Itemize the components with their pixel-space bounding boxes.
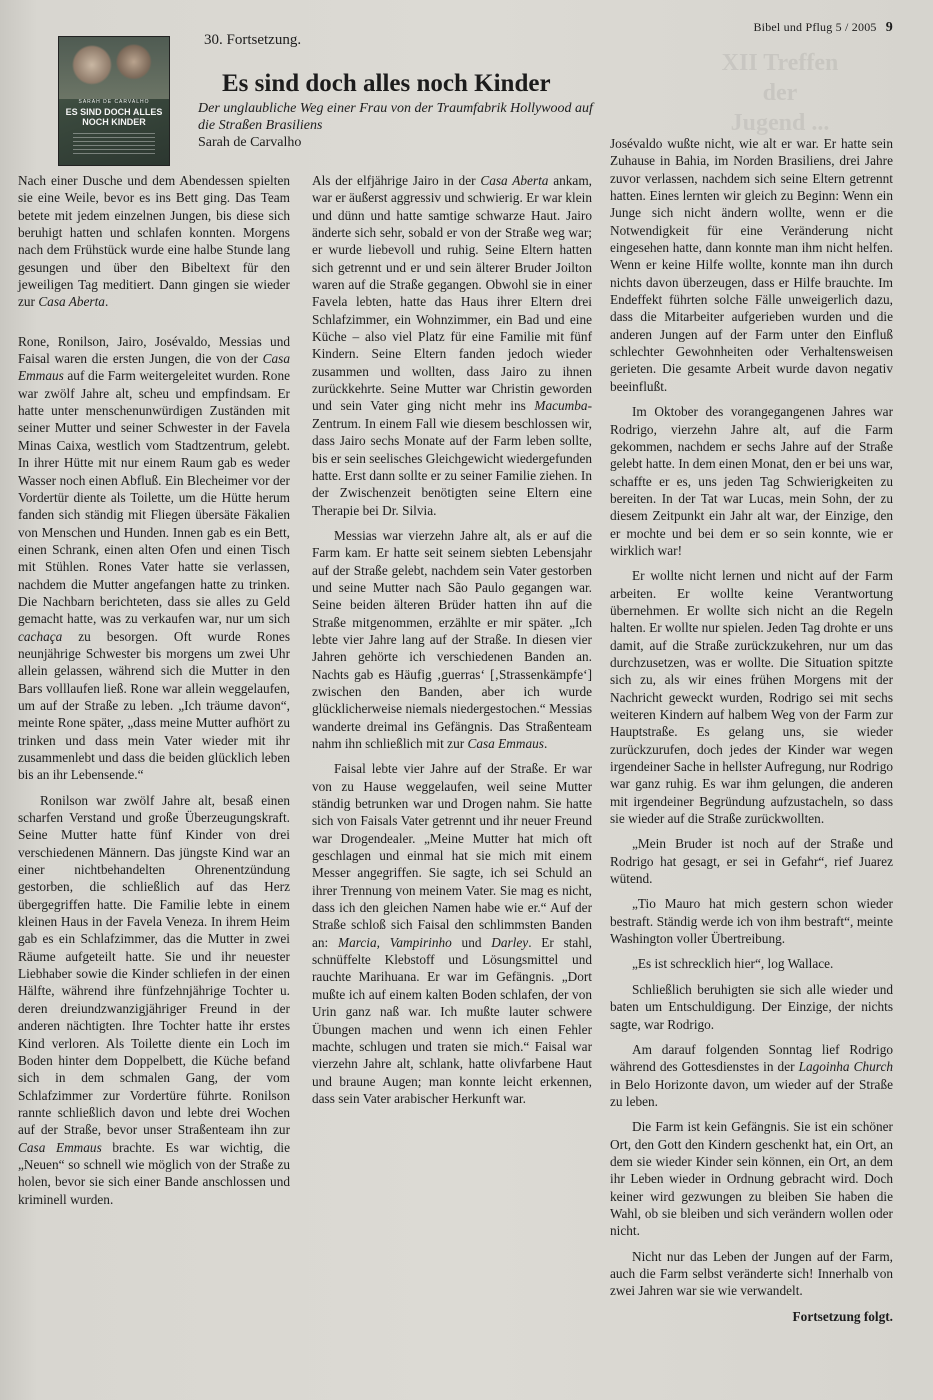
article-paragraph: „Tio Mauro hat mich gestern schon wieder bestraft. Ständig werde ich von ihm bestraft“, meinte Washington voller Übertreibung. [610,896,893,947]
article-paragraph: „Es ist schrecklich hier“, log Wallace. [632,956,834,972]
article-author: Sarah de Carvalho [198,135,302,150]
article-paragraph: Er wollte nicht lernen und nicht auf der Farm arbeiten. Er wollte keine Verantwortung übernehmen. Er wollte sich nicht an die Regeln halten. Er wollte nur spielen. Jeden Tag drohte er uns damit, auf die Straße zurückzukehren, nur um das durchzusetzen, was er wollte. Die Situation spitzte sich zu, als wir eines frühen Morgens mit der Nachricht geweckt wurden, Rodrigo sei mit sechs weiteren Kindern auf halbem Weg von der Farm zur Hauptstraße. Es gelang uns, sie wieder zurückzurufen, doch jedes der Kinder war wegen irgendeiner Sache in hellster Aufregung, nur Rodrigo war ganz ruhig. Es war ihm gelungen, die anderen mit irgendeiner Begründung aufzustacheln, so dass sie wieder auf die Straße zurückwollten. [610,568,893,827]
article-paragraph: Schließlich beruhigten sie sich alle wieder und baten um Entschuldigung. Der Einzige, der nichts sagte, war Rodrigo. [610,981,893,1032]
cover-photo [59,37,169,99]
installment-label: 30. Fortsetzung. [204,32,302,48]
article-paragraph: Faisal lebte vier Jahre auf der Straße. Er war von zu Hause weggelaufen, weil seine Mutter ständig betrunken war und Drogen nahm. Sie hatte sich von Faisals Vater getrennt und ihr neuer Freund war Drogendealer. „Meine Mutter hat mich oft geschlagen und einmal hat sie mich mit einem Messer angegriffen. Sie sagte, ich sei Schuld an ihrer Trennung von meinem Vater. Sie mag es nicht, dass ich den gleichen Namen habe wie er.“ Auf der Straße schloß sich Faisal den schlimmsten Banden an: Marcia, Vampirinho und Darley. Er stahl, schnüffelte Klebstoff und Lösungsmittel und rauchte Marihuana. Er war im Gefängnis. „Dort mußte ich auf einem kalten Boden schlafen, der von Urin ganz naß war. Ich mußte lauter schwere Übungen machen und wenn ich einen Fehler machte, schlugen und traten sie mich.“ Faisal war vierzehn Jahre alt, schlank, hatte olivfarbene Haut und braune Augen; man konnte leicht erkennen, dass sein Vater arabischer Herkunft war. [312,761,593,1106]
article-paragraph: Josévaldo wußte nicht, wie alt er war. Er hatte sein Zuhause in Bahia, im Norden Brasiliens, drei Jahre zuvor verlassen, nachdem sich seine Eltern getrennt hatten. Eines lernten wir gleich zu Beginn: Wenn ein Junge sich nicht ändern wollte, wenn er die Notwendigkeit für eine Veränderung nicht eingesehen hatte, dann konnte man ihm nicht helfen. Wenn er keine Hilfe wollte, konnte man ihn durch nichts davon überzeugen, dass er Hilfe brauchte. Im Endeffekt führten solche Fälle unweigerlich dazu, dass die Mitarbeiter aufgerieben wurden und die anderen Jungen auf der Farm unter den Einfluß schlechter Gewohnheiten oder Verhaltensweisen gerieten. Die gesamte Arbeit wurde davon negativ beeinflußt. [610,136,893,394]
bleed-through-text: XII Treffen der Jugend ... [721,50,839,136]
article-paragraph: Messias war vierzehn Jahre alt, als er auf die Farm kam. Er hatte seit seinem siebten Lebensjahr auf der Straße gelebt, nachdem sein Vater gestorben und seine Mutter nach São Paulo gegangen war. Seine beiden älteren Brüder hatten ihn auf die Straße mitgenommen, erzählte er mir später. „Ich lebte vier Jahre lang auf der Straße. In diesen vier Jahren gehörte ich verschiedenen Banden an. Nachts gab es Häufig ‚guerras‘ [‚Strassenkämpfe‘] zwischen den Banden, aber ich wurde glücklicherweise niemals niedergestochen.“ Messias wanderte dreimal ins Gefängnis. Das Straßenteam nahm ihn schließlich mit zur Casa Emmaus. [312,527,592,751]
article-paragraph: Nicht nur das Leben der Jungen auf der Farm, auch die Farm selbst veränderte sich! Innerhalb von zwei Jahren war sie wie verwandelt. [610,1248,893,1299]
article-paragraph: Nach einer Dusche und dem Abendessen spielten sie eine Weile, bevor es ins Bett ging. Das Team betete mit jedem einzelnen Jungen, bis diese sich beruhigt hatten und schlafen konnten. Morgens nach dem Frühstück wurde eine halbe Stunde lang gesungen und über den Bibeltext für den jeweiligen Tag meditiert. Dann gingen sie wieder zur Casa Aberta. [18,173,290,310]
continuation-note: Fortsetzung folgt. [792,1308,893,1324]
article-paragraph: Im Oktober des vorangegangenen Jahres war Rodrigo, vierzehn Jahre alt, auf die Farm gekommen, nachdem er sechs Jahre auf der Straße gelebt hatte. In dem einen Monat, den er bei uns war, schaffte er es, uns jeden Tag Schwierigkeiten zu bereiten. In der Tat war Lucas, mein Sohn, der zu diesem Zeitpunkt ein Jahr alt war, der Einzige, den er mochte und bei dem er so sein konnte, wie er wirklich war! [610,404,893,558]
cover-author: SARAH DE CARVALHO [78,99,150,105]
article-paragraph: Rone, Ronilson, Jairo, Josévaldo, Messias und Faisal waren die ersten Jungen, die von der Casa Emmaus auf die Farm weitergeleitet wurden. Rone war zwölf Jahre alt, scheu und empfindsam. Er hatte unter menschenunwürdigen Zuständen mit seiner Mutter und seiner Schwester in der Favela Minas Caixa, westlich vom Stadtzentrum, gelebt. In ihrer Hütte mit nur einem Raum gab es weder Wasser noch einen Abfluß. Ein Blecheimer vor der Vordertür diente als Toilette, um die Hütte herum fanden sich ständig mit Fliegen übersäte Fäkalien von Menschen und Hunden. Innen gab es ein Bett, einen Schrank, einen alten Ofen und einen Tisch mit Stühlen. Rones Vater hatte sie verlassen, nachdem die Mutter angefangen hatte zu trinken. Die Nachbarn berichteten, dass sie alles zu Geld gemacht hatte, was zu verkaufen war, nur um sich cachaça zu besorgen. Oft wurde Rones neunjährige Schwester bis morgens um zwei Uhr allein gelassen, während sich die Mutter in den Bars volllaufen ließ. Rone war allein weggelaufen, um auf der Straße zu leben. „Ich träume davon“, meinte Rone später, „dass meine Mutter aufhört zu trinken und dass mein Vater wieder mit ihr zusammenlebt und dass die beiden glücklich leben bis an ihr Lebensende.“ [18,333,290,783]
page-number: 9 [885,20,893,35]
running-head [753,20,893,36]
article-paragraph: Ronilson war zwölf Jahre alt, besaß einen scharfen Verstand und große Überzeugungskraft. Seine Mutter hatte fünf Kinder von drei verschiedenen Männern. Das jüngste Kind war an einer nichtbehandelten Ohrenentzündung gestorben, die schließlich auf das Herz übergegriffen hatte. Die Familie lebte in einem kleinen Haus in der Favela Veneza. In ihrem Heim gab es ein Schlafzimmer, das die Mutter in zwei Räume aufgeteilt hatte. Sie und ihr neuester Liebhaber sowie die Kinder schliefen in der einen Hälfte, während ihre fünfzehnjährige Tochter u. deren dreiundzwanzigjähriger Freund in der anderen nächtigten. Ihre Tochter hatte ihr erstes Kind verloren. Als Toilette diente ein Loch im Boden hinter dem Doppelbett, die Küche befand sich in dem schmalen Gang, der vom Schlafzimmer zur Vordertüre führte. Ronilson rannte schließlich davon und lebte drei Wochen auf der Straße, bevor unser Straßenteam ihn zur Casa Emmaus brachte. Es war wichtig, die „Neuen“ so schnell wie möglich von der Straße zu holen, bevor sie sich einer Bande anschlossen und kriminell wurden. [18,792,290,1207]
cover-title: ES SIND DOCH ALLES NOCH KINDER [65,107,163,127]
text-column-2 [312,172,592,1107]
article-paragraph: Die Farm ist kein Gefängnis. Sie ist ein schöner Ort, den Gott den Kindern geschenkt hat, ein Ort, an dem sie wieder Kinder sein können, ein Ort, an dem ihr Leben wieder in Ordnung gebracht wird. Doch keiner wird gezwungen zu bleiben Sie haben die Wahl, ob sie bleiben und sich verändern wollen oder nicht. [610,1119,893,1239]
book-cover-image [58,36,170,166]
article-paragraph: „Mein Bruder ist noch auf der Straße und Rodrigo hat gesagt, er sei in Gefahr“, rief Juarez wütend. [610,836,893,887]
article-subtitle: Der unglaubliche Weg einer Frau von der Traumfabrik Hollywood auf die Straßen Brasiliens [198,101,593,133]
magazine-issue: Bibel und Pflug 5 / 2005 [753,20,877,34]
cover-blurb [73,133,155,155]
article-paragraph: Als der elfjährige Jairo in der Casa Aberta ankam, war er äußerst aggressiv und schwierig. Er war klein und dünn und hatte samtige schwarze Haut. Jairo änderte sich sehr, sobald er von der Straße weg war; er wurde liebevoll und ruhig. Seine Eltern hatten sich getrennt und er und sein älterer Bruder Joilton waren auf die Straße gegangen. Obwohl sie in einer Favela lebten, hatte das Haus ihrer Eltern drei Schlafzimmer, ein Wohnzimmer, ein Bad und eine Küche – also viel Platz für eine Familie mit fünf Kindern. Seine Eltern fanden jedoch wieder zusammen und wollten, dass Jairo zu ihnen zurückkehrte. Seine Mutter war Christin geworden und sein Vater ging nicht mehr ins Macumba-Zentrum. In einem Fall wie diesem beschlossen wir, dass Jairo sechs Monate auf der Farm leben sollte, bis er sein seelisches Gleichgewicht wiedergefunden hatte. Erst dann sollte er zu seiner Familie ziehen. In der Zwischenzeit benötigten seine Eltern eine Therapie bei Dr. Silvia. [312,173,593,518]
article-title: Es sind doch alles noch Kinder [222,70,551,97]
text-column-1 [18,172,290,1208]
article-paragraph: Am darauf folgenden Sonntag lief Rodrigo während des Gottesdienstes in der Lagoinha Church in Belo Horizonte davon, um wieder auf der Straße zu leben. [610,1041,893,1109]
text-column-3 [610,135,893,1325]
